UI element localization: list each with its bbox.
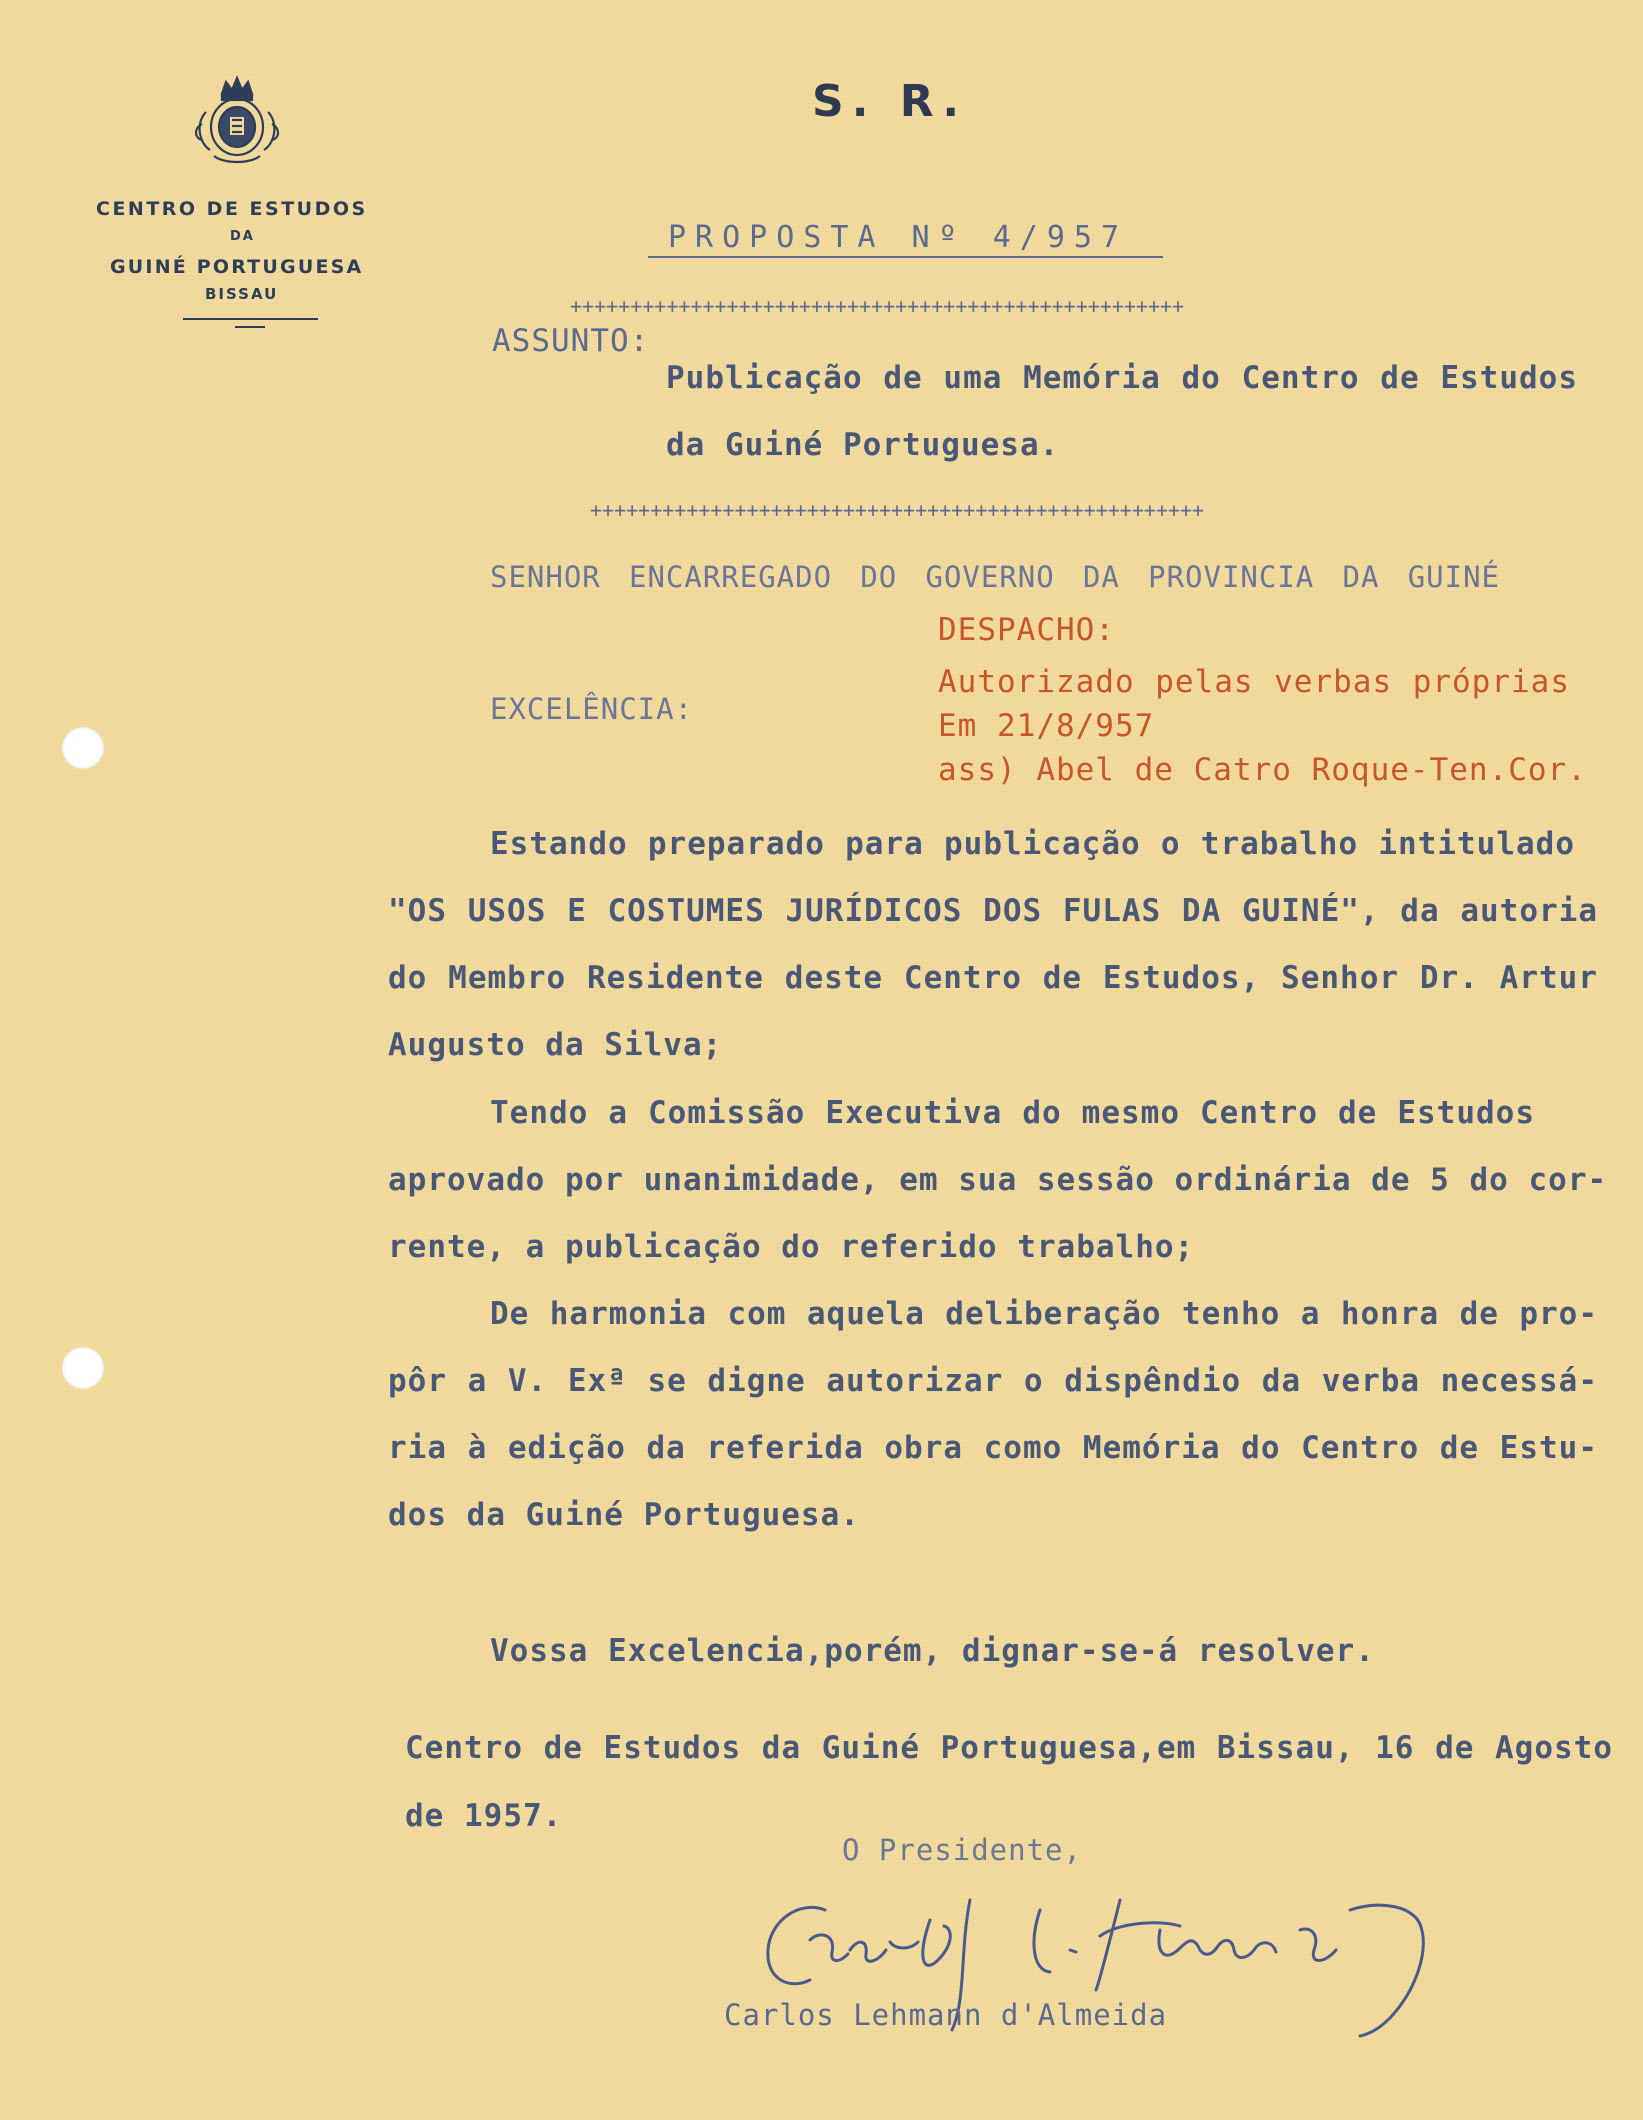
subject-label: ASSUNTO: — [492, 323, 650, 359]
letterhead-line-2: DA — [230, 229, 255, 244]
body-p1-line-1: Estando preparado para publicação o trabalho intitulado — [490, 826, 1575, 862]
closing-formula: Vossa Excelencia,porém, dignar-se-á resolver. — [490, 1633, 1375, 1669]
body-p3-line-1: De harmonia com aquela deliberação tenho a honra de pro- — [490, 1296, 1598, 1332]
salutation: EXCELÊNCIA: — [490, 692, 694, 726]
body-p2-line-3: rente, a publicação do referido trabalho; — [388, 1229, 1195, 1265]
letterhead-line-1: CENTRO DE ESTUDOS — [96, 198, 368, 220]
letterhead-rule — [183, 318, 318, 320]
punch-hole-bottom — [62, 1347, 104, 1389]
body-p1-line-3: do Membro Residente deste Centro de Estudos, Senhor Dr. Artur — [388, 960, 1598, 996]
signatory-name: Carlos Lehmann d'Almeida — [724, 1998, 1168, 2032]
body-p3-line-4: dos da Guiné Portuguesa. — [388, 1497, 860, 1533]
separator-top: +++++++++++++++++++++++++++++++++++++++++++++++++++ — [570, 294, 1185, 318]
letterhead-rule-short — [235, 326, 265, 328]
body-p2-line-2: aprovado por unanimidade, em sua sessão ordinária de 5 do cor- — [388, 1162, 1608, 1198]
place-date-line-2: de 1957. — [405, 1798, 563, 1834]
proposal-number: PROPOSTA Nº 4/957 — [668, 220, 1129, 255]
despacho-line-1: Autorizado pelas verbas próprias — [938, 664, 1570, 700]
separator-bottom: +++++++++++++++++++++++++++++++++++++++++++++++++++ — [590, 498, 1205, 522]
heading-sr: S. R. — [812, 76, 968, 127]
body-p2-line-1: Tendo a Comissão Executiva do mesmo Centro de Estudos — [490, 1095, 1535, 1131]
proposal-underline — [648, 256, 1163, 258]
subject-line-1: Publicação de uma Memória do Centro de Estudos — [666, 360, 1578, 396]
punch-hole-top — [62, 727, 104, 769]
body-p1-line-2: "OS USOS E COSTUMES JURÍDICOS DOS FULAS DA GUINÉ", da autoria — [388, 893, 1598, 929]
coat-of-arms-emblem — [192, 72, 282, 172]
body-p1-line-4: Augusto da Silva; — [388, 1027, 723, 1063]
signatory-title: O Presidente, — [842, 1833, 1082, 1867]
despacho-line-3: ass) Abel de Catro Roque-Ten.Cor. — [938, 752, 1587, 788]
place-date-line-1: Centro de Estudos da Guiné Portuguesa,em Bissau, 16 de Agosto — [405, 1730, 1613, 1766]
body-p3-line-2: pôr a V. Exª se digne autorizar o dispêndio da verba necessá- — [388, 1363, 1598, 1399]
despacho-line-2: Em 21/8/957 — [938, 708, 1155, 744]
body-p3-line-3: ria à edição da referida obra como Memória do Centro de Estu- — [388, 1430, 1598, 1466]
letterhead-line-3: GUINÉ PORTUGUESA — [110, 256, 364, 278]
letterhead-line-4: BISSAU — [205, 285, 279, 303]
despacho-label: DESPACHO: — [938, 612, 1115, 648]
addressee: SENHOR ENCARREGADO DO GOVERNO DA PROVINCIA DA GUINÉ — [490, 560, 1500, 594]
subject-line-2: da Guiné Portuguesa. — [666, 427, 1060, 463]
